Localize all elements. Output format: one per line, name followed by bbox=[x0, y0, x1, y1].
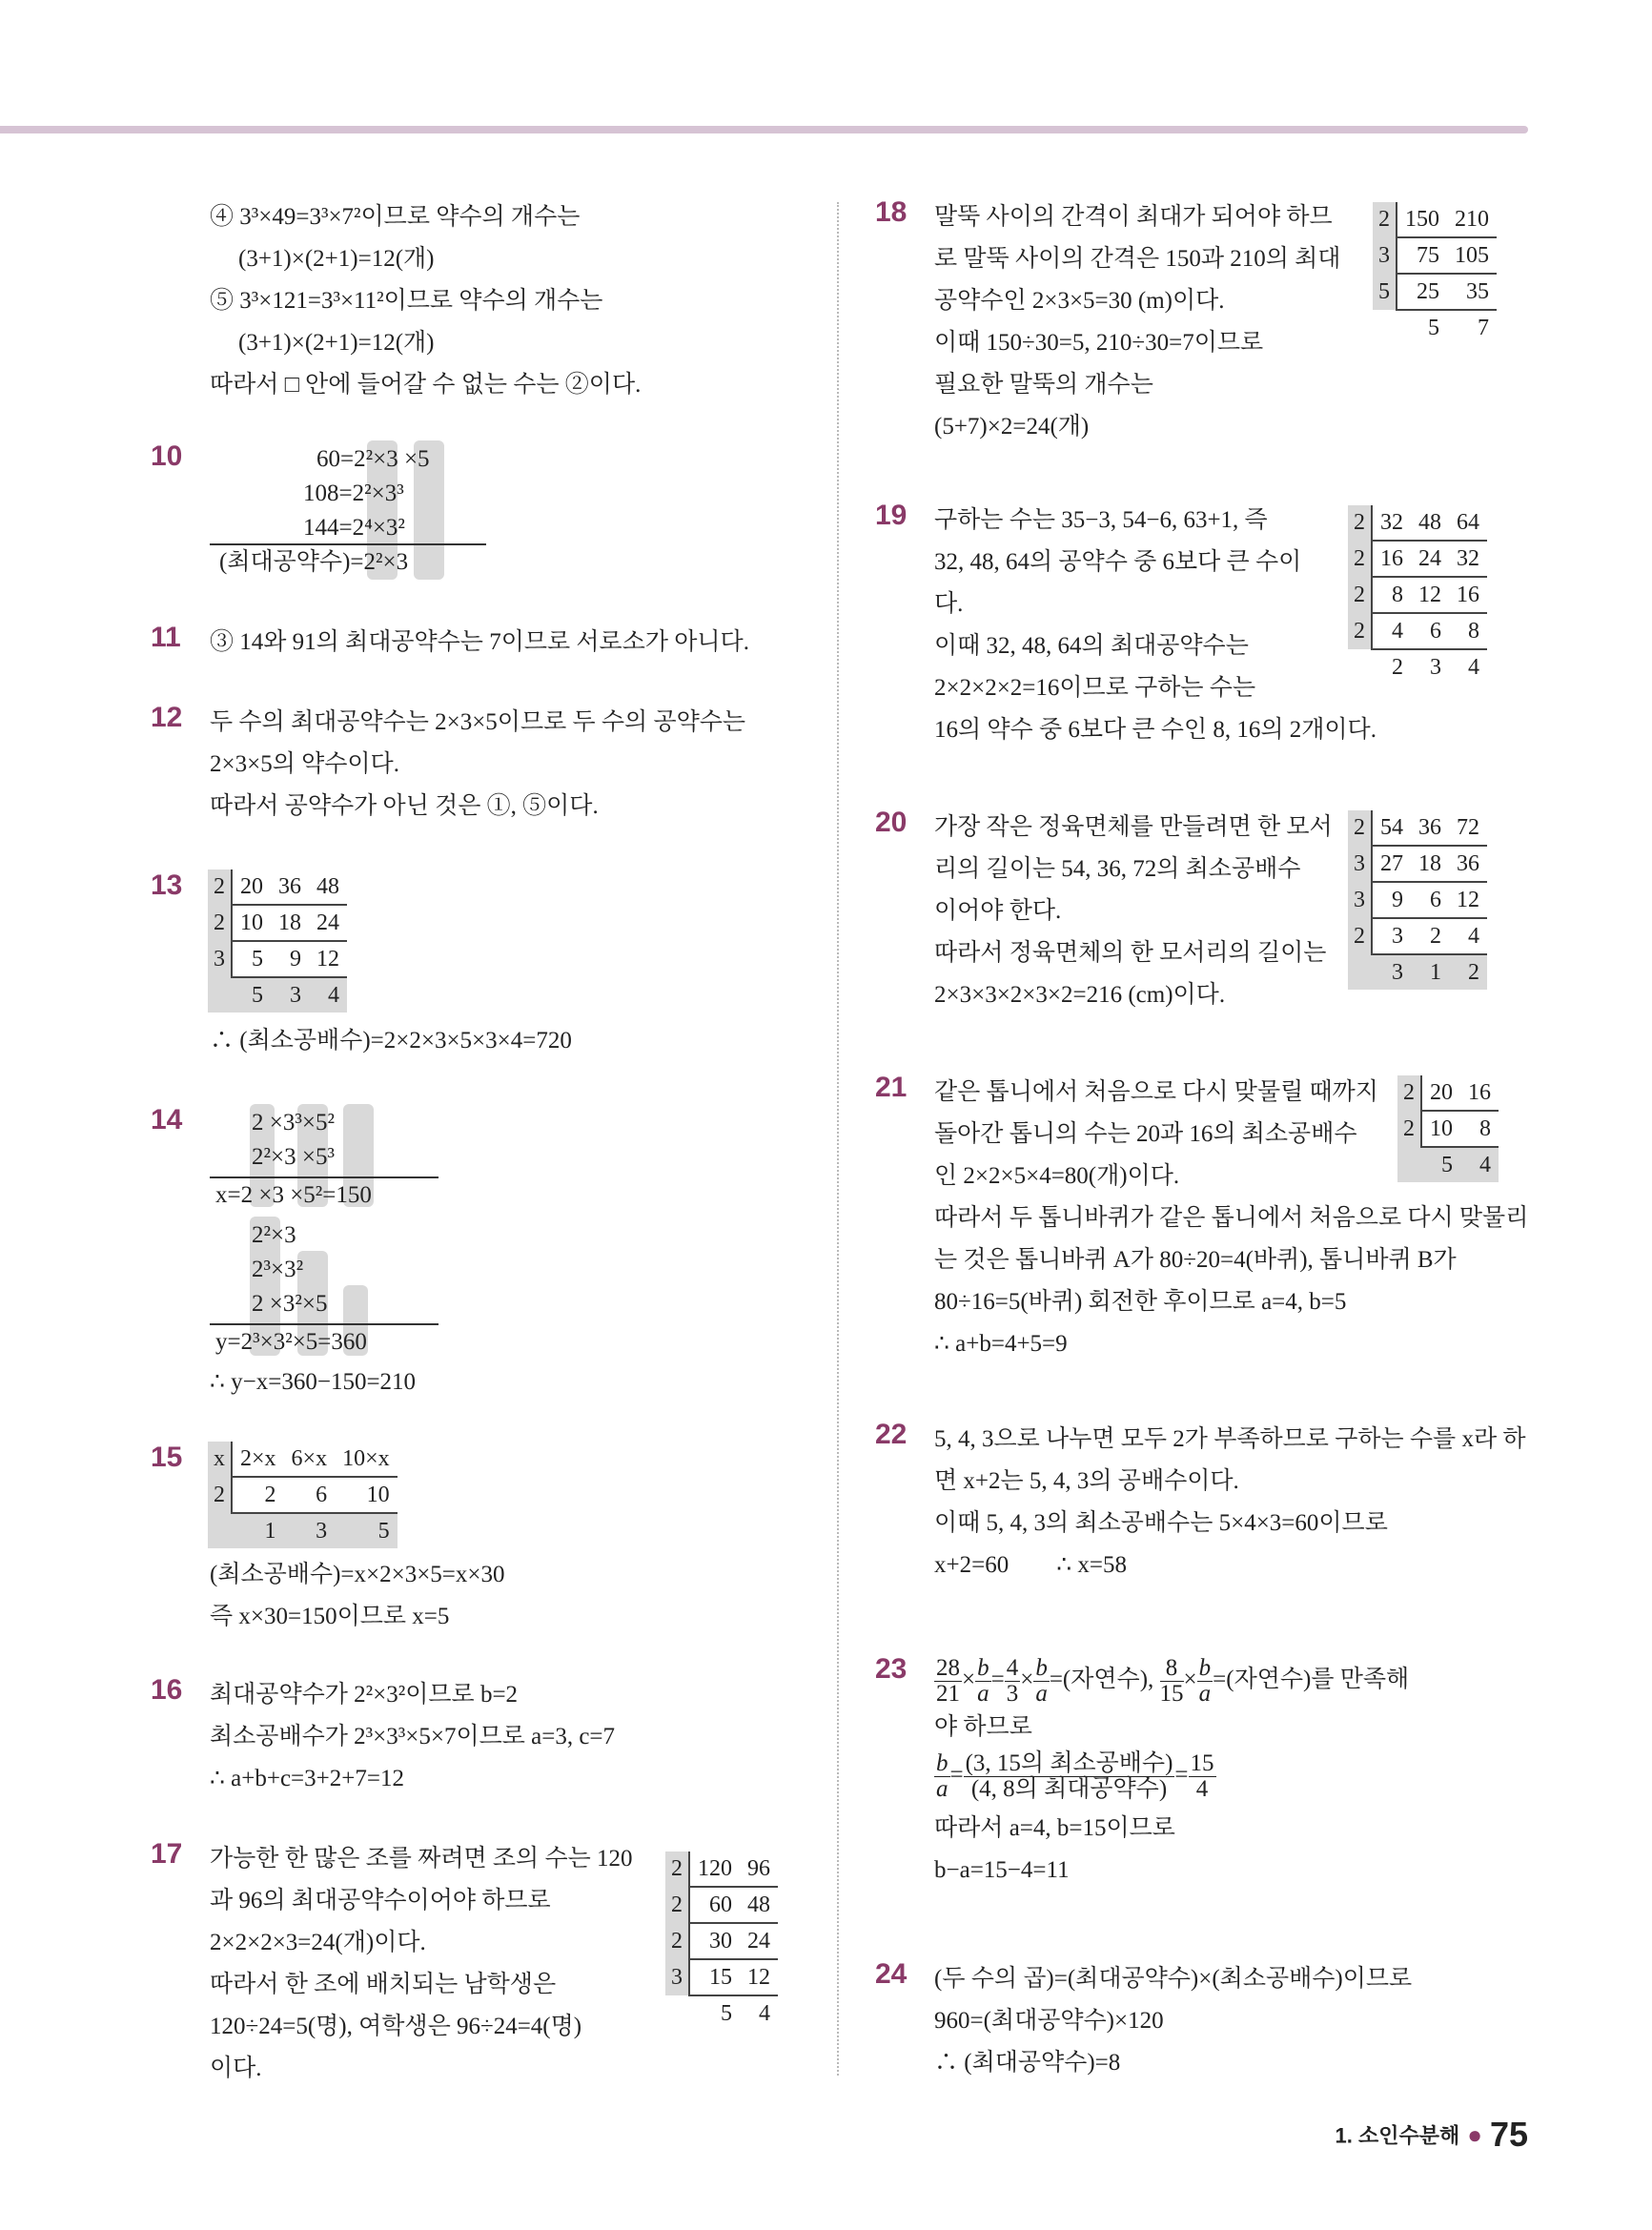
factor-row: 2³×3² bbox=[252, 1257, 304, 1282]
text-line: ④ 3³×49=3³×7²이므로 약수의 개수는 bbox=[210, 204, 581, 230]
ladder-cell: 5 bbox=[1421, 1147, 1460, 1182]
text-line: 16의 약수 중 6보다 큰 수인 8, 16의 2개이다. bbox=[934, 717, 1377, 743]
ladder-cell: 48 bbox=[309, 869, 347, 905]
fraction bbox=[1005, 1656, 1021, 1707]
fraction bbox=[1197, 1656, 1214, 1707]
text-line: 이때 150÷30=5, 210÷30=7이므로 bbox=[934, 330, 1264, 356]
factor-row: 60=2²×3 ×5 bbox=[316, 446, 430, 472]
division-ladder bbox=[665, 1852, 778, 2031]
divisor: 3 bbox=[1348, 882, 1372, 918]
ladder-cell: 5 bbox=[232, 977, 271, 1013]
problem-number: 13 bbox=[151, 869, 183, 901]
denominator: a bbox=[1198, 1680, 1212, 1707]
text-line: 2×3×3×2×3×2=216 (cm)이다. bbox=[934, 982, 1226, 1008]
text-line: 120÷24=5(명), 여학생은 96÷24=4(명) bbox=[210, 2014, 582, 2039]
problem-number: 10 bbox=[151, 440, 183, 472]
text-line: 면 x+2는 5, 4, 3의 공배수이다. bbox=[934, 1468, 1239, 1494]
ladder-cell: 20 bbox=[1421, 1075, 1460, 1111]
page-footer bbox=[1336, 2115, 1529, 2155]
ladder-cell: 3 bbox=[1430, 654, 1441, 680]
divisor: 2 bbox=[208, 905, 232, 941]
ladder-cell: 18 bbox=[271, 905, 309, 941]
problem-number: 23 bbox=[875, 1653, 908, 1685]
ladder-cell: 12 bbox=[1411, 577, 1449, 613]
fraction bbox=[964, 1751, 1175, 1802]
bullet-icon: ● bbox=[1467, 2119, 1482, 2149]
text-line: 즉 x×30=150이므로 x=5 bbox=[210, 1604, 450, 1629]
divisor: 2 bbox=[665, 1852, 689, 1887]
problem-number: 22 bbox=[875, 1419, 908, 1450]
text-line: ∴ a+b+c=3+2+7=12 bbox=[210, 1766, 404, 1791]
denominator: (4, 8의 최대공약수) bbox=[970, 1775, 1168, 1802]
text-line: 로 말뚝 사이의 간격은 150과 210의 최대 bbox=[934, 246, 1341, 272]
text-line: 가능한 한 많은 조를 짜려면 조의 수는 120 bbox=[210, 1846, 633, 1872]
problem-number: 24 bbox=[875, 1958, 908, 1990]
text-line: 최대공약수가 2²×3²이므로 b=2 bbox=[210, 1682, 519, 1708]
ladder-cell: 7 bbox=[1478, 315, 1489, 340]
text-line: 이다. bbox=[210, 2056, 262, 2081]
text-line: ∴ (최소공배수)=2×2×3×5×3×4=720 bbox=[210, 1028, 572, 1054]
ladder-cell: 8 bbox=[1460, 1111, 1499, 1147]
ladder-cell: 48 bbox=[740, 1887, 778, 1923]
ladder-cell: 48 bbox=[1411, 505, 1449, 541]
denominator: 4 bbox=[1195, 1775, 1209, 1802]
factor-row: 2 ×3³×5² bbox=[252, 1110, 335, 1135]
text-line: 공약수인 2×3×5=30 (m)이다. bbox=[934, 288, 1225, 314]
problem-number: 21 bbox=[875, 1072, 908, 1103]
division-ladder bbox=[208, 1442, 398, 1548]
ladder-cell: 4 bbox=[1449, 918, 1487, 954]
text-line: ∴ (최대공약수)=8 bbox=[934, 2050, 1121, 2076]
fraction bbox=[1033, 1656, 1050, 1707]
ladder-cell: 12 bbox=[740, 1959, 778, 1995]
text-line: 이어야 한다. bbox=[934, 898, 1062, 924]
divisor: 3 bbox=[1373, 237, 1397, 274]
ladder-cell: 24 bbox=[740, 1923, 778, 1959]
denominator: 3 bbox=[1006, 1680, 1019, 1707]
ladder-cell: 10 bbox=[335, 1477, 398, 1513]
problem-number: 12 bbox=[151, 702, 183, 733]
ladder-cell: 16 bbox=[1449, 577, 1487, 613]
operator: = bbox=[990, 1667, 1005, 1692]
problem-number: 17 bbox=[151, 1838, 183, 1870]
text-line: 따라서 공약수가 아닌 것은 ①, ⑤이다. bbox=[210, 793, 599, 819]
divisor: 2 bbox=[665, 1923, 689, 1959]
text-line: 5, 4, 3으로 나누면 모두 2가 부족하므로 구하는 수를 x라 하 bbox=[934, 1426, 1526, 1452]
factor-row: 2 ×3²×5 bbox=[252, 1291, 328, 1317]
ladder-cell: 10 bbox=[232, 905, 271, 941]
problem-number: 11 bbox=[151, 622, 181, 653]
text-line: b−a=15−4=11 bbox=[934, 1857, 1070, 1883]
ladder-cell: 6 bbox=[1411, 613, 1449, 649]
ladder-cell: 2 bbox=[232, 1477, 284, 1513]
text-line: 960=(최대공약수)×120 bbox=[934, 2008, 1164, 2034]
ladder-cell: 32 bbox=[1372, 505, 1411, 541]
divisor: x bbox=[208, 1442, 232, 1477]
operator: × bbox=[962, 1667, 976, 1692]
text-line: 가장 작은 정육면체를 만들려면 한 모서 bbox=[934, 814, 1333, 840]
text-run: =(자연수), bbox=[1049, 1667, 1160, 1692]
text-line: 2×2×2×3=24(개)이다. bbox=[210, 1930, 426, 1955]
result-row: y=2³×3²×5=360 bbox=[215, 1329, 367, 1355]
text-line: 인 2×2×5×4=80(개)이다. bbox=[934, 1163, 1180, 1189]
denominator: a bbox=[936, 1775, 948, 1802]
ladder-cell: 5 bbox=[232, 941, 271, 977]
factor-row: 2²×3 bbox=[252, 1222, 296, 1248]
operator: = bbox=[1174, 1762, 1189, 1788]
ladder-cell: 5 bbox=[721, 2000, 732, 2026]
ladder-cell: 27 bbox=[1372, 846, 1411, 882]
fraction bbox=[934, 1656, 962, 1707]
ladder-cell: 36 bbox=[1449, 846, 1487, 882]
ladder-cell: 5 bbox=[335, 1513, 398, 1548]
text-line: (3+1)×(2+1)=12(개) bbox=[238, 246, 435, 272]
ladder-cell: 25 bbox=[1397, 274, 1447, 310]
division-ladder bbox=[208, 869, 347, 1013]
divisor: 2 bbox=[1348, 613, 1372, 649]
ladder-cell: 54 bbox=[1372, 810, 1411, 846]
divisor: 2 bbox=[1348, 918, 1372, 954]
text-line: 야 하므로 bbox=[934, 1714, 1032, 1740]
ladder-cell: 64 bbox=[1449, 505, 1487, 541]
ladder-cell: 15 bbox=[689, 1959, 740, 1995]
column-divider bbox=[837, 202, 839, 2076]
text-line: 2×3×5의 약수이다. bbox=[210, 751, 399, 777]
text-line: 80÷16=5(바퀴) 회전한 후이므로 a=4, b=5 bbox=[934, 1289, 1347, 1315]
result-row: (최대공약수)=2²×3 bbox=[219, 549, 409, 575]
ladder-cell: 60 bbox=[689, 1887, 740, 1923]
text-line: 돌아간 톱니의 수는 20과 16의 최소공배수 bbox=[934, 1121, 1357, 1147]
numerator: b bbox=[977, 1654, 989, 1681]
problem-number: 16 bbox=[151, 1674, 183, 1706]
fraction bbox=[1189, 1751, 1216, 1802]
ladder-cell: 36 bbox=[271, 869, 309, 905]
division-ladder bbox=[1397, 1075, 1499, 1182]
ladder-cell: 2 bbox=[1411, 918, 1449, 954]
ladder-cell: 35 bbox=[1447, 274, 1497, 310]
text-line: x+2=60 ∴ x=58 bbox=[934, 1552, 1127, 1578]
divisor: 2 bbox=[1397, 1111, 1421, 1147]
ladder-cell: 12 bbox=[309, 941, 347, 977]
ladder-cell: 18 bbox=[1411, 846, 1449, 882]
ladder-cell: 2 bbox=[1449, 954, 1487, 990]
text-line: (3+1)×(2+1)=12(개) bbox=[238, 330, 435, 356]
divisor: 3 bbox=[208, 941, 232, 977]
ladder-cell: 36 bbox=[1411, 810, 1449, 846]
divisor: 3 bbox=[1348, 846, 1372, 882]
page-number: 75 bbox=[1489, 2115, 1528, 2154]
ladder-cell: 2×x bbox=[232, 1442, 284, 1477]
operator: × bbox=[1020, 1667, 1034, 1692]
ladder-cell: 1 bbox=[1411, 954, 1449, 990]
ladder-cell: 4 bbox=[1468, 654, 1479, 680]
text-line: 따라서 한 조에 배치되는 남학생은 bbox=[210, 1972, 557, 1997]
ladder-cell: 3 bbox=[271, 977, 309, 1013]
numerator: (3, 15의 최소공배수) bbox=[965, 1749, 1173, 1776]
gcd-factor-table bbox=[210, 440, 639, 583]
text-line: 같은 톱니에서 처음으로 다시 맞물릴 때까지 bbox=[934, 1079, 1378, 1105]
ladder-cell: 6×x bbox=[284, 1442, 336, 1477]
text-line: 이때 32, 48, 64의 최대공약수는 bbox=[934, 633, 1249, 659]
ladder-cell: 3 bbox=[1372, 954, 1411, 990]
text-line: 이때 5, 4, 3의 최소공배수는 5×4×3=60이므로 bbox=[934, 1510, 1388, 1536]
problem-number: 15 bbox=[151, 1442, 183, 1473]
text-line: ∴ y−x=360−150=210 bbox=[210, 1369, 417, 1395]
problem-number: 20 bbox=[875, 807, 908, 838]
ladder-cell: 3 bbox=[1372, 918, 1411, 954]
divisor: 2 bbox=[1348, 810, 1372, 846]
denominator: 15 bbox=[1159, 1680, 1184, 1707]
ladder-cell: 6 bbox=[284, 1477, 336, 1513]
ladder-cell: 1 bbox=[232, 1513, 284, 1548]
division-ladder bbox=[1373, 202, 1497, 345]
ladder-cell: 120 bbox=[689, 1852, 740, 1887]
text-line: ⑤ 3³×121=3³×11²이므로 약수의 개수는 bbox=[210, 288, 603, 314]
text-line: 32, 48, 64의 공약수 중 6보다 큰 수이 bbox=[934, 549, 1302, 575]
ladder-cell: 9 bbox=[271, 941, 309, 977]
ladder-cell: 4 bbox=[759, 2000, 770, 2026]
text-run: =(자연수)를 만족해 bbox=[1213, 1667, 1410, 1692]
text-line: 는 것은 톱니바퀴 A가 80÷20=4(바퀴), 톱니바퀴 B가 bbox=[934, 1247, 1457, 1273]
fraction bbox=[934, 1751, 950, 1802]
divisor: 3 bbox=[665, 1959, 689, 1995]
ladder-cell: 8 bbox=[1372, 577, 1411, 613]
divisor: 2 bbox=[208, 869, 232, 905]
ladder-cell: 32 bbox=[1449, 541, 1487, 577]
chapter-title: 1. 소인수분해 bbox=[1335, 2123, 1460, 2148]
ladder-cell: 10×x bbox=[335, 1442, 398, 1477]
text-line: (최소공배수)=x×2×3×5=x×30 bbox=[210, 1562, 505, 1587]
divisor: 2 bbox=[1348, 541, 1372, 577]
text-line: 두 수의 최대공약수는 2×3×5이므로 두 수의 공약수는 bbox=[210, 709, 746, 735]
ladder-cell: 4 bbox=[1460, 1147, 1499, 1182]
denominator: 21 bbox=[936, 1680, 960, 1707]
text-line: (두 수의 곱)=(최대공약수)×(최소공배수)이므로 bbox=[934, 1966, 1413, 1992]
ladder-cell: 150 bbox=[1397, 202, 1447, 237]
ladder-cell: 12 bbox=[1449, 882, 1487, 918]
division-ladder bbox=[1348, 505, 1487, 685]
text-line: ③ 14와 91의 최대공약수는 7이므로 서로소가 아니다. bbox=[210, 629, 749, 655]
factor-row: 2²×3 ×5³ bbox=[252, 1144, 335, 1170]
text-line: ∴ a+b=4+5=9 bbox=[934, 1331, 1068, 1357]
ladder-cell: 4 bbox=[309, 977, 347, 1013]
numerator: b bbox=[1198, 1654, 1212, 1681]
operator: = bbox=[949, 1762, 964, 1788]
text-line: 구하는 수는 35−3, 54−6, 63+1, 즉 bbox=[934, 507, 1268, 533]
divisor: 2 bbox=[665, 1887, 689, 1923]
ladder-cell: 8 bbox=[1449, 613, 1487, 649]
numerator: b bbox=[936, 1749, 948, 1776]
equation-line bbox=[934, 1749, 1409, 1808]
equation-line bbox=[934, 1653, 1409, 1707]
text-line: 따라서 정육면체의 한 모서리의 길이는 bbox=[934, 940, 1327, 966]
ladder-cell: 6 bbox=[1411, 882, 1449, 918]
ladder-cell: 24 bbox=[309, 905, 347, 941]
text-line: 말뚝 사이의 간격이 최대가 되어야 하므 bbox=[934, 204, 1333, 230]
ladder-cell: 3 bbox=[284, 1513, 336, 1548]
text-line: 따라서 두 톱니바퀴가 같은 톱니에서 처음으로 다시 맞물리 bbox=[934, 1205, 1529, 1231]
text-line: 다. bbox=[934, 591, 964, 617]
ladder-cell: 16 bbox=[1460, 1075, 1499, 1111]
divisor: 2 bbox=[1348, 505, 1372, 541]
ladder-cell: 72 bbox=[1449, 810, 1487, 846]
ladder-cell: 210 bbox=[1447, 202, 1497, 237]
text-line: 따라서 a=4, b=15이므로 bbox=[934, 1815, 1175, 1841]
problem-number: 19 bbox=[875, 500, 908, 531]
ladder-cell: 2 bbox=[1392, 654, 1403, 680]
result-row: x=2 ×3 ×5²=150 bbox=[215, 1182, 372, 1208]
header-bar bbox=[0, 126, 1528, 133]
problem-number: 18 bbox=[875, 196, 908, 228]
divisor: 5 bbox=[1373, 274, 1397, 310]
ladder-cell: 16 bbox=[1372, 541, 1411, 577]
numerator: 15 bbox=[1190, 1749, 1214, 1776]
text-line: 리의 길이는 54, 36, 72의 최소공배수 bbox=[934, 856, 1301, 882]
text-line: 과 96의 최대공약수이어야 하므로 bbox=[210, 1888, 551, 1913]
ladder-cell: 20 bbox=[232, 869, 271, 905]
numerator: 28 bbox=[936, 1654, 960, 1681]
division-ladder bbox=[1348, 810, 1487, 990]
ladder-cell: 105 bbox=[1447, 237, 1497, 274]
numerator: 8 bbox=[1160, 1656, 1184, 1682]
text-line: 필요한 말뚝의 개수는 bbox=[934, 372, 1153, 398]
text-line: (5+7)×2=24(개) bbox=[934, 414, 1090, 440]
ladder-cell: 30 bbox=[689, 1923, 740, 1959]
fraction bbox=[975, 1656, 991, 1707]
denominator: a bbox=[977, 1680, 989, 1707]
divisor: 2 bbox=[1348, 577, 1372, 613]
text-line: 따라서 □ 안에 들어갈 수 없는 수는 ②이다. bbox=[210, 372, 642, 398]
divisor: 2 bbox=[1397, 1075, 1421, 1111]
fraction bbox=[1160, 1656, 1184, 1707]
denominator: a bbox=[1035, 1680, 1048, 1707]
problem-number: 14 bbox=[151, 1104, 183, 1135]
text-line: 최소공배수가 2³×3³×5×7이므로 a=3, c=7 bbox=[210, 1724, 616, 1749]
operator: × bbox=[1183, 1667, 1197, 1692]
ladder-cell: 4 bbox=[1372, 613, 1411, 649]
ladder-cell: 5 bbox=[1428, 315, 1439, 340]
factor-row: 108=2²×3³ bbox=[303, 481, 404, 506]
ladder-cell: 75 bbox=[1397, 237, 1447, 274]
ladder-cell: 9 bbox=[1372, 882, 1411, 918]
numerator: 4 bbox=[1006, 1654, 1019, 1681]
ladder-cell: 24 bbox=[1411, 541, 1449, 577]
ladder-cell: 96 bbox=[740, 1852, 778, 1887]
factor-row: 144=2⁴×3² bbox=[303, 515, 405, 541]
ladder-cell: 10 bbox=[1421, 1111, 1460, 1147]
numerator: b bbox=[1035, 1654, 1048, 1681]
divisor: 2 bbox=[1373, 202, 1397, 237]
text-line: 2×2×2×2=16이므로 구하는 수는 bbox=[934, 675, 1256, 701]
divisor: 2 bbox=[208, 1477, 232, 1513]
